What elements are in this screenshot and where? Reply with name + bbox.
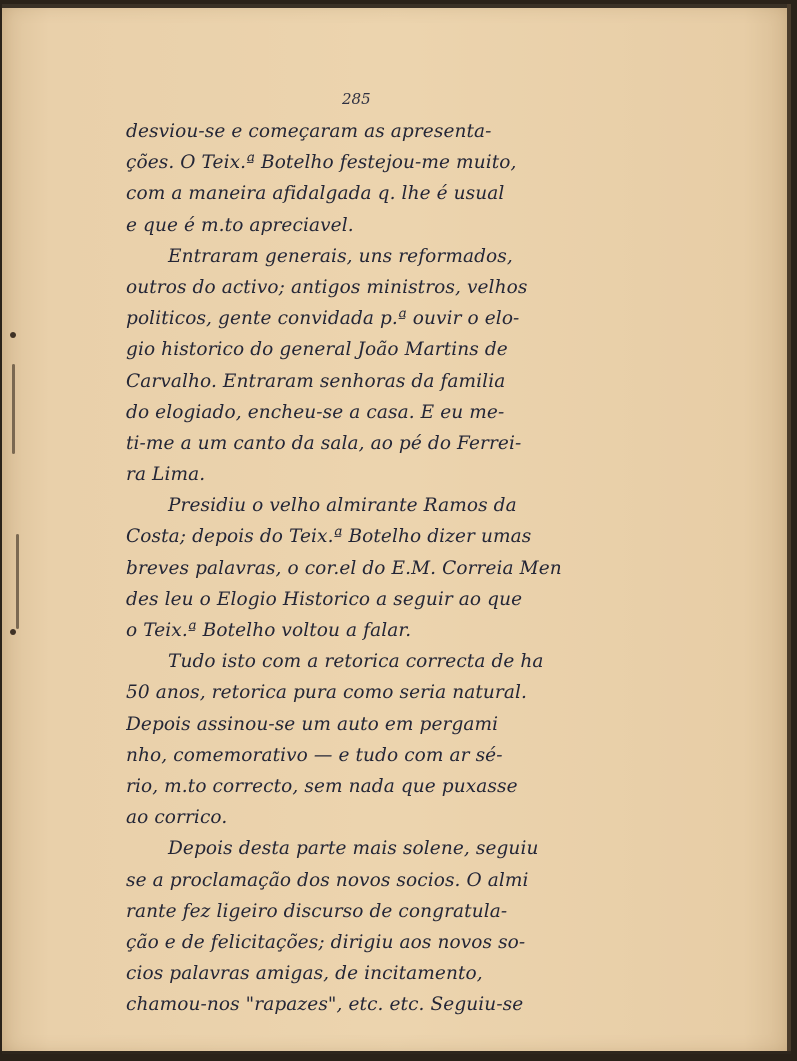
manuscript-line: se a proclamação dos novos socios. O almi bbox=[126, 869, 529, 891]
binding-hole-mark bbox=[10, 332, 16, 338]
binding-margin-mark bbox=[16, 534, 19, 629]
manuscript-line: chamou-nos "rapazes", etc. etc. Seguiu-se bbox=[126, 994, 524, 1016]
manuscript-line: ao corrico. bbox=[126, 807, 228, 829]
manuscript-line: 50 anos, retorica pura como seria natural. bbox=[126, 682, 528, 704]
binding-hole-mark bbox=[10, 629, 16, 635]
manuscript-line: e que é m.to apreciavel. bbox=[126, 214, 354, 236]
manuscript-line: desviou-se e começaram as apresenta- bbox=[126, 121, 492, 142]
manuscript-line: Depois desta parte mais solene, seguiu bbox=[168, 838, 539, 860]
manuscript-line: com a maneira afidalgada q. lhe é usual bbox=[126, 183, 505, 205]
binding-margin-mark bbox=[12, 364, 15, 454]
manuscript-line: gio historico do general João Martins de bbox=[126, 339, 508, 361]
manuscript-line: politicos, gente convidada p.ª ouvir o elo- bbox=[126, 308, 520, 330]
manuscript-line: Tudo isto com a retorica correcta de ha bbox=[168, 651, 544, 673]
manuscript-line: ra Lima. bbox=[126, 464, 206, 486]
manuscript-line: des leu o Elogio Historico a seguir ao que bbox=[126, 588, 523, 610]
manuscript-line: cios palavras amigas, de incitamento, bbox=[126, 963, 483, 985]
handwritten-text-block bbox=[126, 116, 606, 1020]
manuscript-line: outros do activo; antigos ministros, velhos bbox=[126, 276, 528, 298]
manuscript-line: Carvalho. Entraram senhoras da familia bbox=[126, 370, 506, 392]
manuscript-page bbox=[2, 4, 791, 1054]
manuscript-line: rio, m.to correcto, sem nada que puxasse bbox=[126, 775, 518, 797]
manuscript-line: nho, comemorativo — e tudo com ar sé- bbox=[126, 744, 503, 766]
page-bottom-edge bbox=[2, 1051, 791, 1054]
page-number: 285 bbox=[342, 90, 371, 108]
page-top-edge bbox=[2, 4, 791, 8]
manuscript-line: Presidiu o velho almirante Ramos da bbox=[168, 495, 517, 517]
manuscript-line: do elogiado, encheu-se a casa. E eu me- bbox=[126, 401, 505, 423]
manuscript-line: Depois assinou-se um auto em pergami bbox=[126, 713, 499, 735]
manuscript-line: o Teix.ª Botelho voltou a falar. bbox=[126, 620, 412, 641]
page-right-edge bbox=[787, 4, 791, 1054]
manuscript-line: Costa; depois do Teix.ª Botelho dizer umas bbox=[126, 526, 532, 548]
manuscript-line: Entraram generais, uns reformados, bbox=[168, 245, 513, 267]
manuscript-line: ções. O Teix.ª Botelho festejou-me muito, bbox=[126, 152, 517, 174]
manuscript-line: rante fez ligeiro discurso de congratula- bbox=[126, 900, 508, 922]
manuscript-line: breves palavras, o cor.el do E.M. Correia Men bbox=[126, 557, 562, 579]
manuscript-line: ção e de felicitações; dirigiu aos novos so- bbox=[126, 931, 526, 953]
manuscript-line: ti-me a um canto da sala, ao pé do Ferrei- bbox=[126, 432, 522, 454]
